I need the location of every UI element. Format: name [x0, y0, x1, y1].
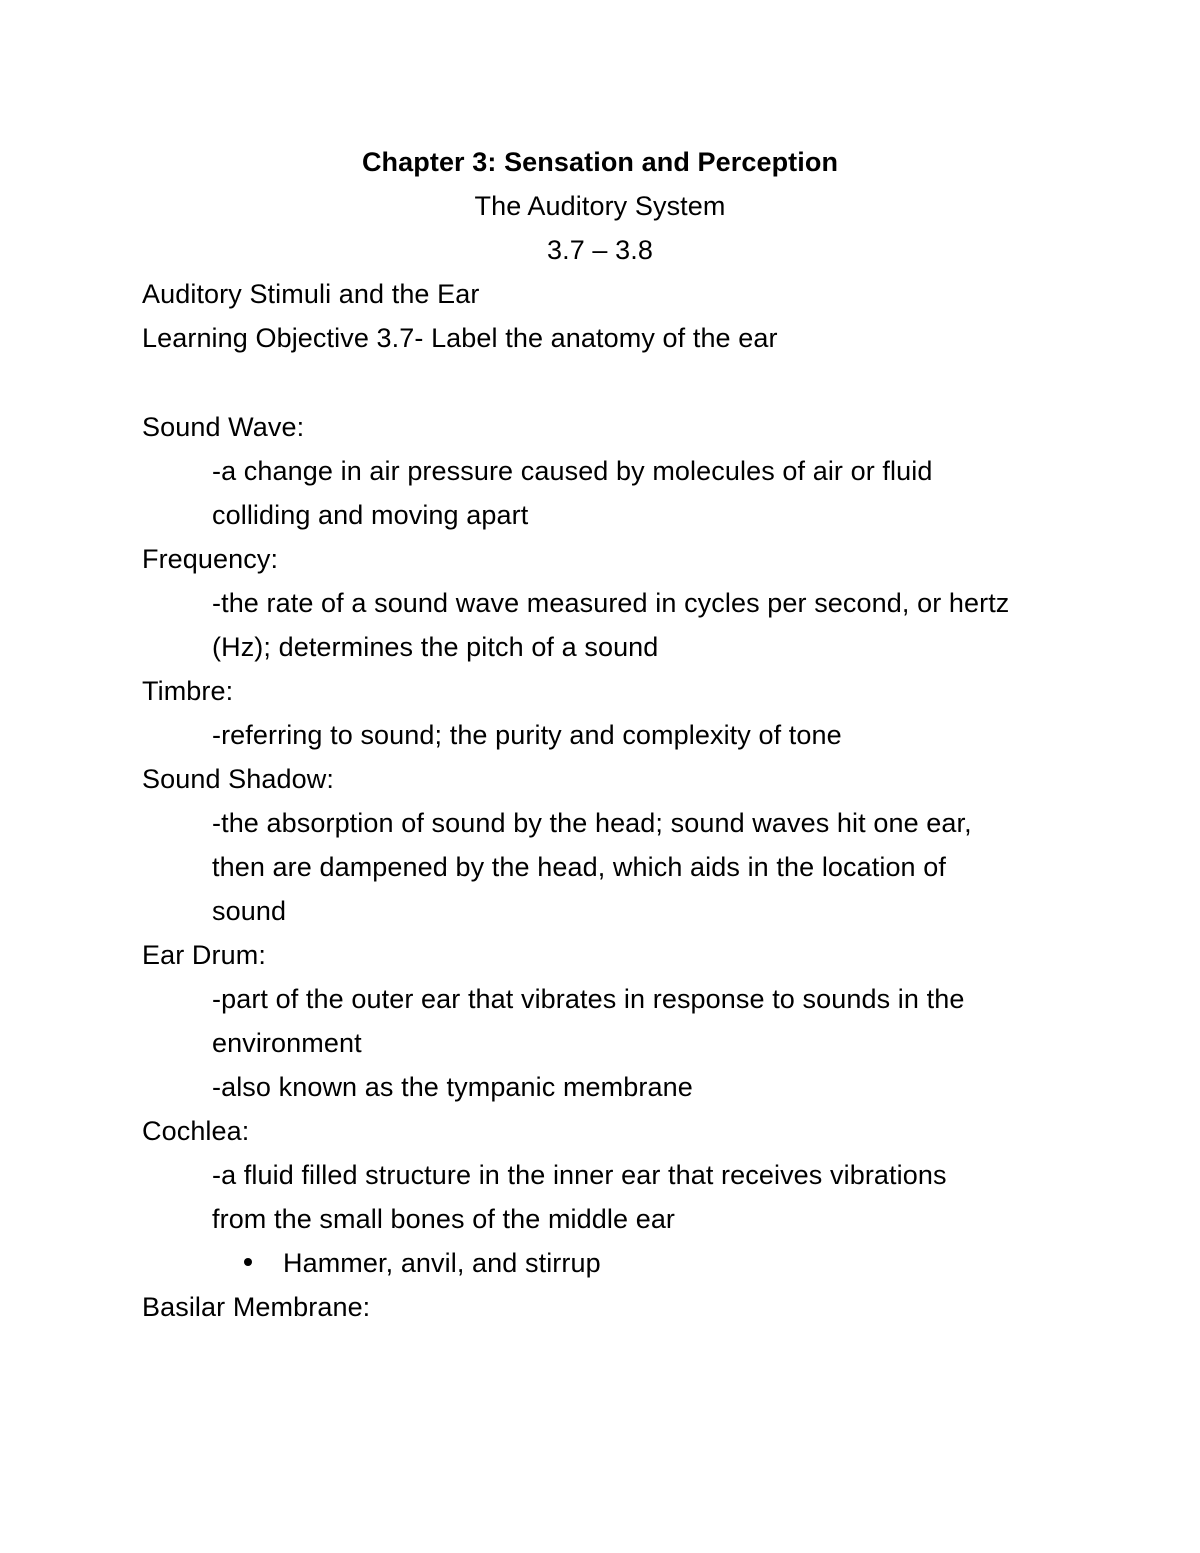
- definition-line: -part of the outer ear that vibrates in response to sounds in the: [212, 984, 965, 1014]
- term-basilar-membrane: Basilar Membrane:: [142, 1292, 371, 1322]
- term-frequency: Frequency:: [142, 544, 279, 574]
- bullet-dot-icon: [244, 1258, 252, 1266]
- term-cochlea: Cochlea:: [142, 1116, 250, 1146]
- section-heading: Auditory Stimuli and the Ear: [142, 279, 480, 309]
- section-range: 3.7 – 3.8: [547, 235, 653, 265]
- term-sound-wave: Sound Wave:: [142, 412, 305, 442]
- definition-line: -the rate of a sound wave measured in cycles per second, or hertz: [212, 588, 1010, 618]
- term-timbre: Timbre:: [142, 676, 234, 706]
- definition-line: environment: [212, 1028, 362, 1058]
- definition-line: -referring to sound; the purity and complexity of tone: [212, 720, 842, 750]
- bullet-item: Hammer, anvil, and stirrup: [283, 1248, 601, 1278]
- definition-line: then are dampened by the head, which aids in the location of: [212, 852, 946, 882]
- definition-line: colliding and moving apart: [212, 500, 529, 530]
- definition-line: -a fluid filled structure in the inner ear that receives vibrations: [212, 1160, 947, 1190]
- page-title: Chapter 3: Sensation and Perception: [361, 147, 839, 177]
- term-sound-shadow: Sound Shadow:: [142, 764, 334, 794]
- learning-objective: Learning Objective 3.7- Label the anatomy of the ear: [142, 323, 778, 353]
- definition-line: -a change in air pressure caused by molecules of air or fluid: [212, 456, 933, 486]
- page-subtitle: The Auditory System: [474, 191, 726, 221]
- definition-line: (Hz); determines the pitch of a sound: [212, 632, 659, 662]
- definition-line: -also known as the tympanic membrane: [212, 1072, 693, 1102]
- definition-line: -the absorption of sound by the head; sound waves hit one ear,: [212, 808, 972, 838]
- term-ear-drum: Ear Drum:: [142, 940, 266, 970]
- definition-line: sound: [212, 896, 287, 926]
- definition-line: from the small bones of the middle ear: [212, 1204, 676, 1234]
